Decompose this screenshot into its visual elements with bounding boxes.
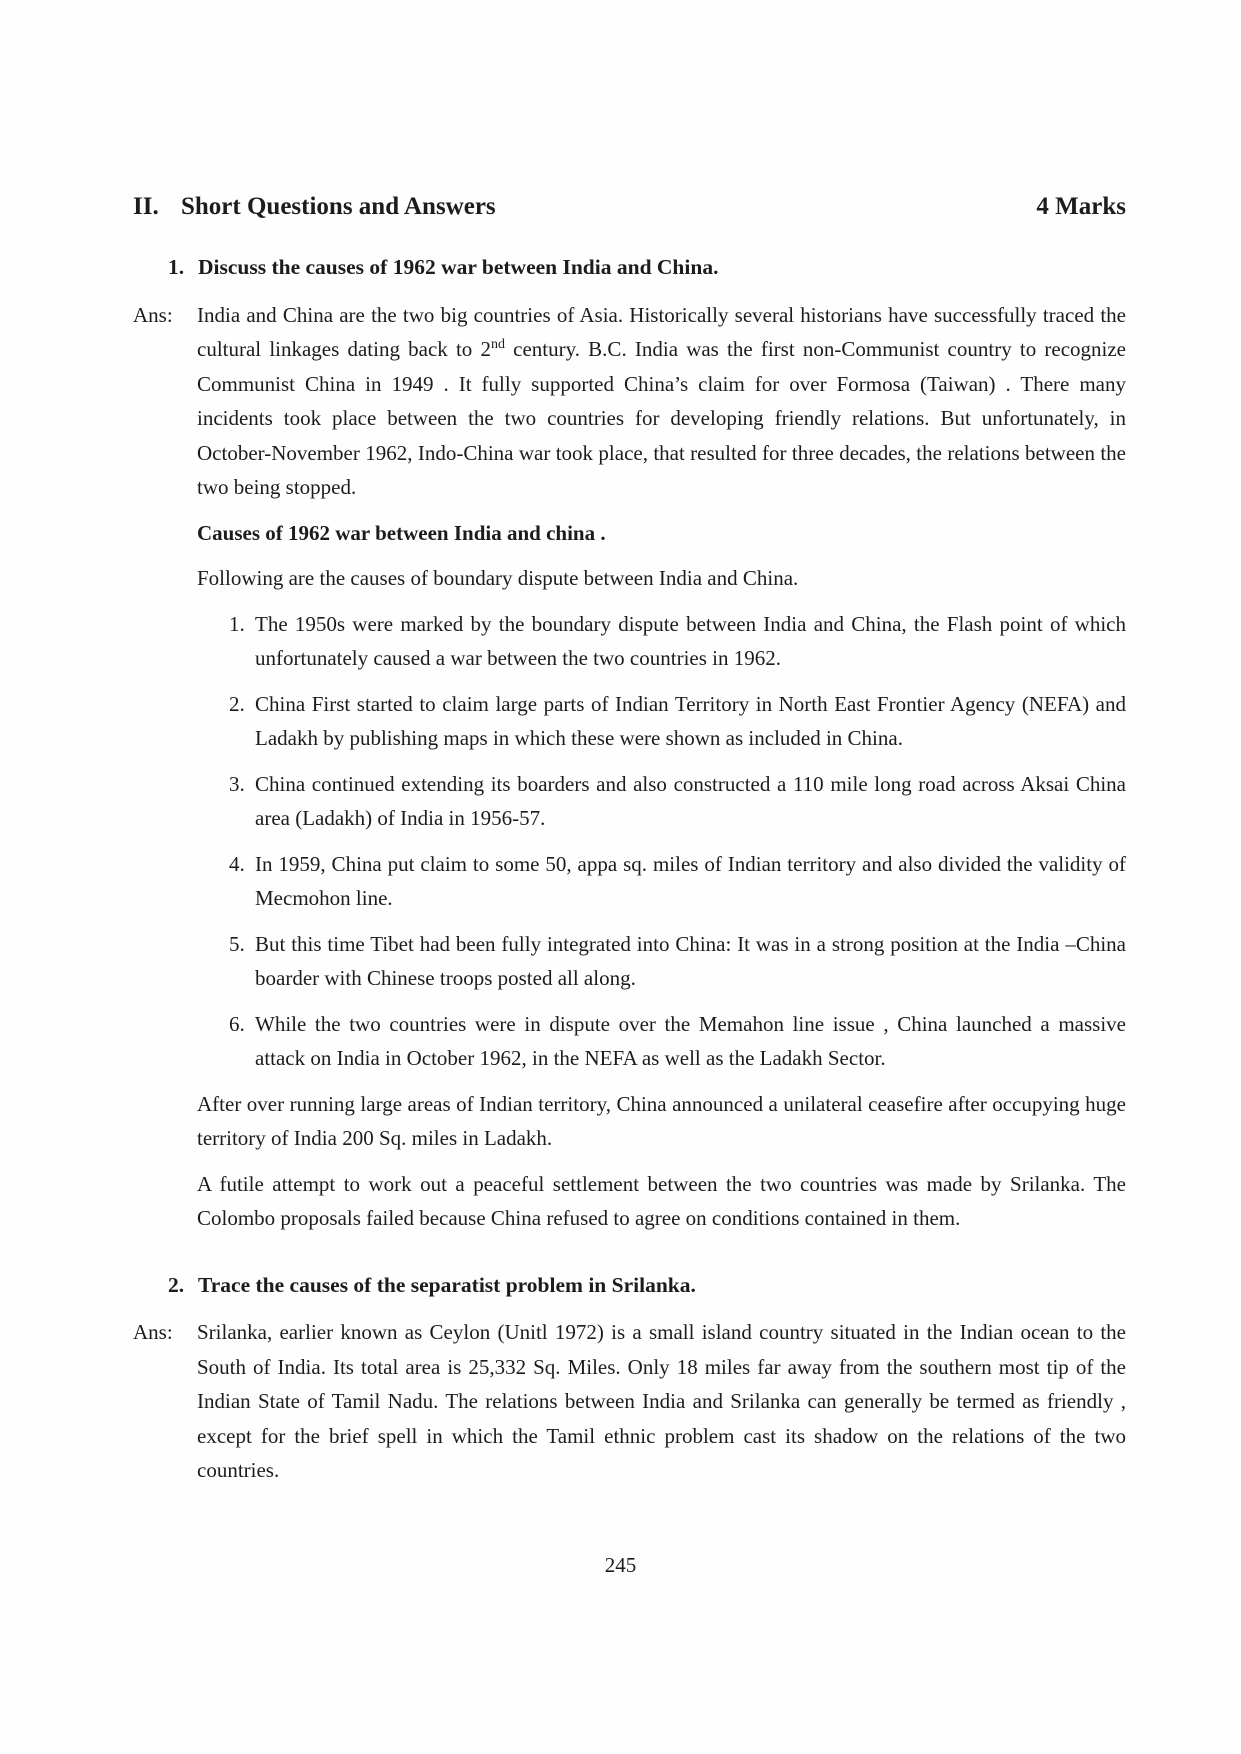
answer-1-closing-paragraph-2: A futile attempt to work out a peaceful settlement between the two countries was made by Srilanka. The Colombo proposals failed because China refused to agree on conditions contained in them. bbox=[197, 1171, 1126, 1230]
question-2-number: 2. bbox=[168, 1272, 185, 1297]
cause-item-5 bbox=[229, 927, 1126, 996]
question-1-number: 1. bbox=[168, 255, 185, 279]
causes-list bbox=[229, 607, 1126, 1076]
cause-item-5-number: 5. bbox=[229, 931, 245, 956]
answer-1-intro-paragraph bbox=[197, 298, 1126, 505]
answer-1-body bbox=[197, 298, 1126, 1247]
answer-1-intro-part2: century. B.C. India was the first non-Communist country to recognize Communist China in 1949 . It fully supported China’s claim for over Formosa (Taiwan) . There many incidents took place between the two countries for developing friendly relations. But unfortunately, in October-November 1962, Indo-China war took place, that resulted for three decades, the relations between the two being stopped. bbox=[197, 337, 1126, 499]
section-marks: 4 Marks bbox=[1036, 193, 1126, 220]
question-1-text: Discuss the causes of 1962 war between India and China. bbox=[198, 255, 719, 279]
section-title: Short Questions and Answers bbox=[181, 193, 496, 220]
causes-subheading: Causes of 1962 war between India and china . bbox=[197, 520, 606, 545]
cause-item-1-text: The 1950s were marked by the boundary dispute between India and China, the Flash point of which unfortunately caused a war between the two countries in 1962. bbox=[255, 611, 1126, 670]
question-2 bbox=[168, 1268, 1126, 1303]
cause-item-4 bbox=[229, 847, 1126, 916]
cause-item-3 bbox=[229, 767, 1126, 836]
question-1 bbox=[168, 250, 1126, 285]
answer-2-body bbox=[197, 1315, 1126, 1499]
answer-2-paragraph: Srilanka, earlier known as Ceylon (Unitl 1972) is a small island country situated in the Indian ocean to the South of India. Its total area is 25,332 Sq. Miles. Only 18 miles far away from the southern most tip of the Indian State of Tamil Nadu. The relations between India and Srilanka can generally be termed as friendly , except for the brief spell in which the Tamil ethnic problem cast its shadow on the relations of the two countries. bbox=[197, 1320, 1126, 1482]
cause-item-5-text: But this time Tibet had been fully integrated into China: It was in a strong position at the India –China boarder with Chinese troops posted all along. bbox=[255, 931, 1126, 990]
ordinal-superscript: nd bbox=[490, 337, 505, 352]
answer-2 bbox=[133, 1315, 1126, 1499]
cause-item-4-text: In 1959, China put claim to some 50, appa sq. miles of Indian territory and also divided the validity of Mecmohon line. bbox=[255, 851, 1126, 910]
cause-item-2-number: 2. bbox=[229, 691, 245, 716]
section-header bbox=[133, 192, 1126, 222]
answer-1-closing-paragraph-1: After over running large areas of Indian territory, China announced a unilateral ceasefire after occupying huge territory of India 200 Sq. miles in Ladakh. bbox=[197, 1091, 1126, 1150]
page-number: 245 bbox=[604, 1553, 637, 1577]
answer-1-label: Ans: bbox=[133, 302, 173, 327]
cause-item-3-text: China continued extending its boarders and also constructed a 110 mile long road across Aksai China area (Ladakh) of India in 1956-57. bbox=[255, 771, 1126, 830]
section-numeral: II. bbox=[133, 193, 159, 220]
answer-1-intro-part1: India and China are the two big countries of Asia. Historically several historians have successfully traced the cultural linkages dating back to 2 bbox=[197, 302, 1126, 361]
causes-list-intro: Following are the causes of boundary dispute between India and China. bbox=[197, 566, 799, 590]
cause-item-4-number: 4. bbox=[229, 851, 245, 876]
cause-item-2 bbox=[229, 687, 1126, 756]
answer-2-label: Ans: bbox=[133, 1320, 173, 1344]
cause-item-1-number: 1. bbox=[229, 611, 245, 636]
answer-1 bbox=[133, 298, 1126, 1247]
cause-item-6 bbox=[229, 1007, 1126, 1076]
cause-item-1 bbox=[229, 607, 1126, 676]
cause-item-3-number: 3. bbox=[229, 771, 245, 796]
cause-item-6-number: 6. bbox=[229, 1011, 245, 1036]
cause-item-6-text: While the two countries were in dispute over the Memahon line issue , China launched a massive attack on India in October 1962, in the NEFA as well as the Ladakh Sector. bbox=[255, 1011, 1126, 1070]
question-2-text: Trace the causes of the separatist problem in Srilanka. bbox=[198, 1272, 696, 1297]
cause-item-2-text: China First started to claim large parts of Indian Territory in North East Frontier Agency (NEFA) and Ladakh by publishing maps in which these were shown as included in China. bbox=[255, 691, 1126, 750]
